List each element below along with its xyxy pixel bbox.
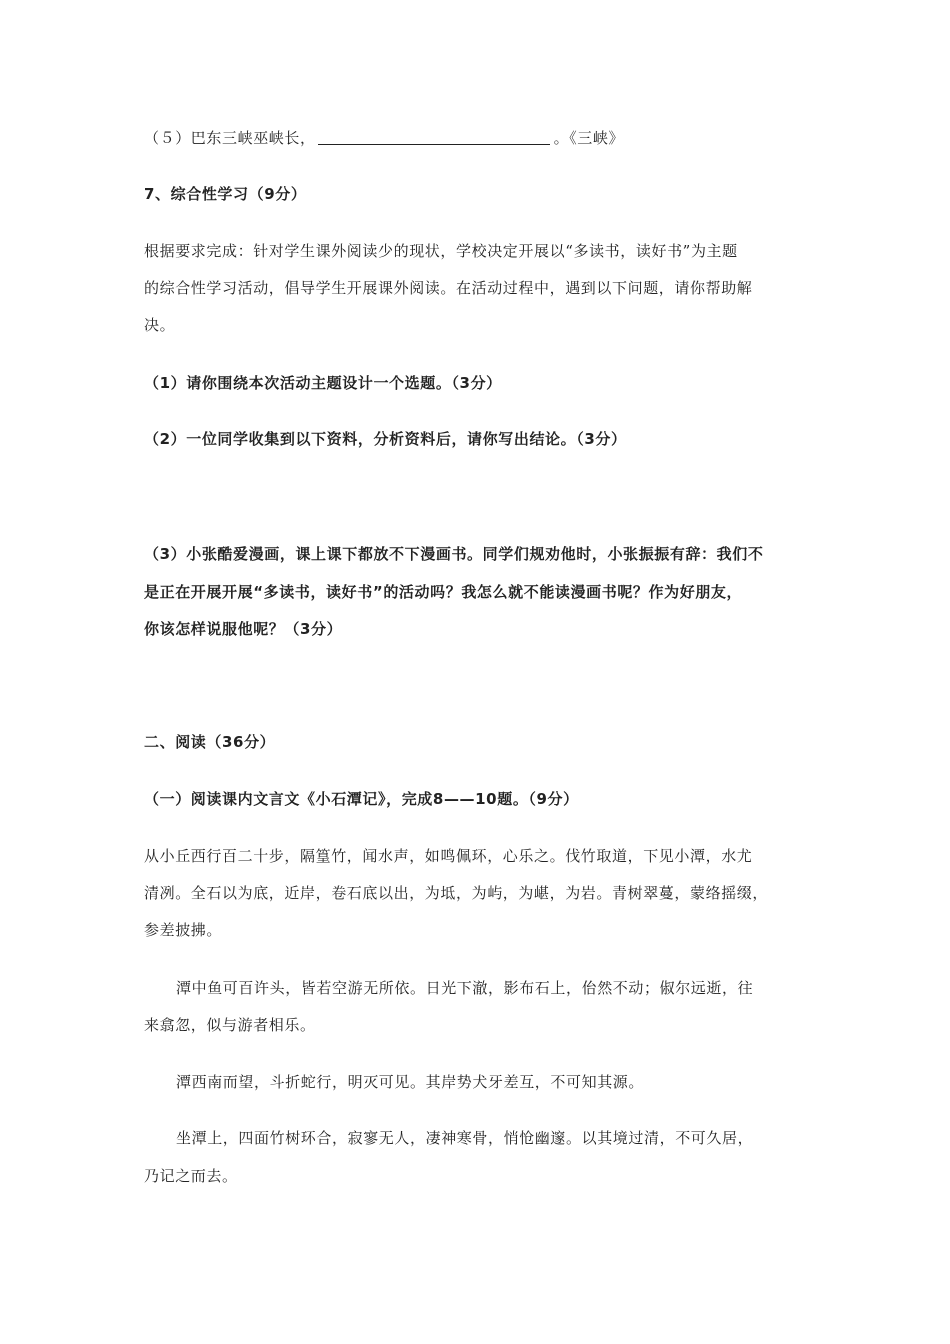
reading-part-1-heading: （一）阅读课内文言文《小石潭记》，完成8——10题。（9分） — [144, 790, 579, 808]
q6-item5-line — [144, 128, 810, 148]
q7-intro-line-2: 的综合性学习活动，倡导学生开展课外阅读。在活动过程中，遇到以下问题，请你帮助解 — [144, 279, 753, 297]
passage-paragraph-4-line-1: 坐潭上，四面竹树环合，寂寥无人，凄神寒骨，悄怆幽邃。以其境过清，不可久居， — [176, 1129, 754, 1147]
q7-sub-question-3-line-2: 是正在开展开展“多读书，读好书”的活动吗？我怎么就不能读漫画书呢？作为好朋友， — [144, 583, 743, 601]
q7-sub-question-3-line-1: （3）小张酷爱漫画，课上课下都放不下漫画书。同学们规劝他时，小张振振有辞：我们不 — [144, 545, 764, 563]
q7-sub-question-3-line-3: 你该怎样说服他呢？（3分） — [144, 620, 343, 638]
q6-item5-prompt: （５）巴东三峡巫峡长， — [144, 129, 316, 147]
passage-paragraph-1-line-1: 从小丘西行百二十步，隔篁竹，闻水声，如鸣佩环，心乐之。伐竹取道，下见小潭，水尤 — [144, 847, 753, 865]
passage-paragraph-2-line-2: 来翕忽，似与游者相乐。 — [144, 1016, 316, 1034]
passage-paragraph-2-line-1: 潭中鱼可百许头，皆若空游无所依。日光下澈，影布石上，佁然不动；俶尔远逝，往 — [176, 979, 754, 997]
fill-in-blank[interactable] — [318, 130, 550, 145]
q7-sub-question-1: （1）请你围绕本次活动主题设计一个选题。（3分） — [144, 374, 502, 392]
passage-paragraph-3-line-1: 潭西南而望，斗折蛇行，明灭可见。其岸势犬牙差互，不可知其源。 — [176, 1073, 645, 1091]
passage-paragraph-4-line-2: 乃记之而去。 — [144, 1167, 238, 1185]
q7-heading: 7、综合性学习（9分） — [144, 185, 307, 203]
section-2-heading: 二、阅读（36分） — [144, 733, 276, 751]
q6-item5-source: 。《三峡》 — [553, 129, 625, 147]
passage-paragraph-1-line-2: 清冽。全石以为底，近岸，卷石底以出，为坻，为屿，为嵁，为岩。青树翠蔓，蒙络摇缀， — [144, 884, 769, 902]
q7-intro-line-3: 决。 — [144, 316, 176, 334]
passage-paragraph-1-line-3: 参差披拂。 — [144, 921, 223, 939]
q7-intro-line-1: 根据要求完成：针对学生课外阅读少的现状，学校决定开展以“多读书，读好书”为主题 — [144, 242, 738, 260]
q7-sub-question-2: （2）一位同学收集到以下资料，分析资料后，请你写出结论。（3分） — [144, 430, 627, 448]
